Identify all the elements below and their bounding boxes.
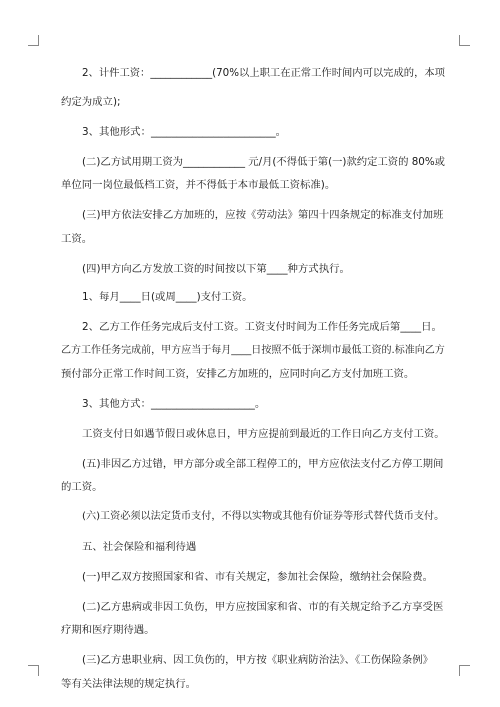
paragraph-line: 预付部分正常工作时间工资，安排乙方加班的，应同时向乙方支付加班工资。 (61, 368, 415, 380)
paragraph-line: 工资支付日如遇节假日或休息日，甲方应提前到最近的工作日向乙方支付工资。 (82, 428, 445, 440)
paragraph-line: 3、其他方式：____________________。 (82, 398, 266, 410)
crop-mark-bottom-left (28, 665, 39, 676)
paragraph-line: (二)乙方试用期工资为____________ 元/月(不得低于第(一)款约定工资的 80%或 (82, 156, 445, 168)
paragraph-line: (三)乙方患职业病、因工负伤的，甲方按《职业病防治法》、《工伤保险条例》 (82, 654, 433, 666)
crop-mark-top-right (459, 35, 470, 46)
paragraph-line: (一)甲乙双方按照国家和省、市有关规定，参加社会保险，缴纳社会保险费。 (82, 571, 433, 583)
paragraph-line: 单位同一岗位最低档工资，并不得低于本市最低工资标准)。 (61, 179, 336, 191)
paragraph-line: 2、乙方工作任务完成后支付工资。工资支付时间为工作任务完成后第____日。 (82, 321, 442, 333)
paragraph-line: 工资。 (61, 233, 93, 245)
paragraph-line: 的工资。 (61, 481, 103, 493)
section-heading: 五、社会保险和福利待遇 (82, 541, 197, 553)
crop-mark-top-left (28, 35, 39, 46)
paragraph-line: 乙方工作任务完成前，甲方应当于每月____日按照不低于深圳市最低工资的.标准向乙方 (61, 345, 445, 356)
paragraph-line: 约定为成立); (61, 96, 121, 108)
paragraph-line: (三)甲方依法安排乙方加班的，应按《劳动法》第四十四条规定的标准支付加班 (82, 209, 444, 221)
paragraph-line: 疗期和医疗期待遇。 (61, 624, 155, 636)
crop-mark-bottom-right (459, 665, 470, 676)
paragraph-line: (六)工资必须以法定货币支付，不得以实物或其他有价证券等形式替代货币支付。 (82, 511, 445, 522)
paragraph-line: 3、其他形式：________________________。 (82, 126, 287, 138)
paragraph-line: (五)非因乙方过错，甲方部分或全部工程停工的，甲方应依法支付乙方停工期间 (82, 458, 444, 470)
paragraph-line: 2、计件工资：____________(70%以上职工在正常工作时间内可以完成的，本项 (82, 67, 445, 79)
paragraph-line: (二)乙方患病或非因工负伤，甲方应按国家和省、市的有关规定给予乙方享受医 (82, 601, 444, 613)
paragraph-line: 等有关法律法规的规定执行。 (61, 678, 197, 690)
paragraph-line: (四)甲方向乙方发放工资的时间按以下第____种方式执行。 (82, 263, 350, 275)
paragraph-line: 1、每月____日(或周____)支付工资。 (82, 291, 253, 303)
